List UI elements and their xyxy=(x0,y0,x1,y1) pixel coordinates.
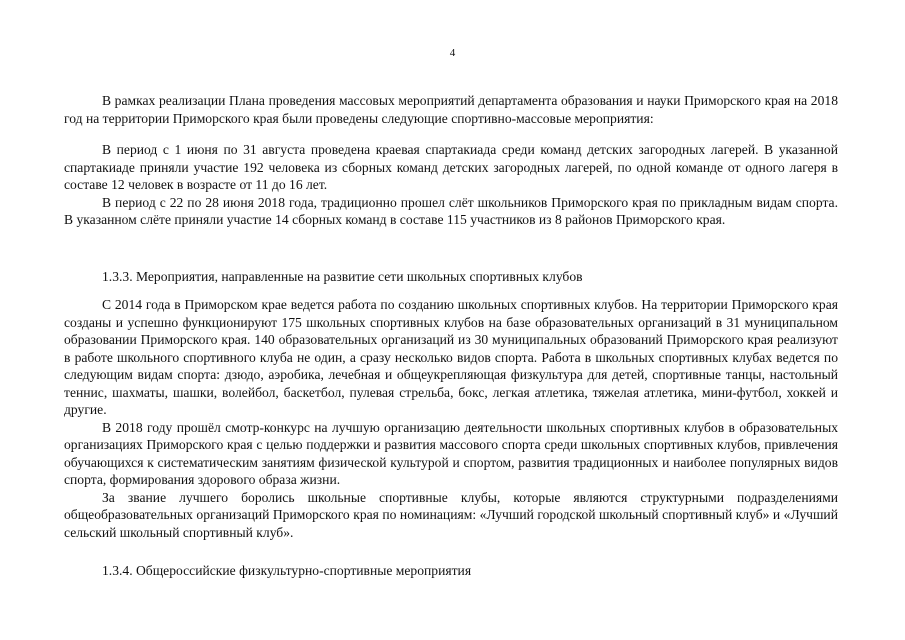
spacer xyxy=(64,127,838,141)
clubs-paragraph-contest: В 2018 году прошёл смотр-конкурс на лучшую организацию деятельности школьных спортивных клубов в образовательных организациях Приморского края с целью поддержки и развития массового спорта среди школьных спортивных клубов, привлечения обучающихся к систематическим занятиям физической культурой и спортом, развития традиционных и наиболее популярных видов спорта, формирования здорового образа жизни. xyxy=(64,419,838,487)
intro-paragraph: В рамках реализации Плана проведения массовых мероприятий департамента образования и науки Приморского края на 2018 год на территории Приморского края были проведены следующие спортивно-массовые мероприятия: xyxy=(64,93,838,126)
school-clubs-block xyxy=(64,296,838,541)
clubs-paragraph-overview: С 2014 года в Приморском крае ведется работа по созданию школьных спортивных клубов. На территории Приморского края созданы и успешно функционируют 175 школьных спортивных клубов на базе образовательных организаций в 31 муниципальном образовании Приморского края. 140 образовательных организаций из 30 муниципальных образований Приморского края реализуют в работе школьного спортивного клуба не один, а сразу несколько видов спорта. Работа в школьных спортивных клубах ведется по следующим видам спорта: дзюдо, аэробика, лечебная и общеукрепляющая физкультура для детей, спортивные танцы, настольный теннис, шахматы, шашки, волейбол, баскетбол, пулевая стрельба, бокс, легкая атлетика, тяжелая атлетика, мини-футбол, хоккей и другие. xyxy=(64,297,838,417)
section-heading-1-3-4: 1.3.4. Общероссийские физкультурно-спортивные мероприятия xyxy=(102,563,472,578)
intro-block xyxy=(64,92,838,229)
event-paragraph-spartakiad: В период с 1 июня по 31 августа проведена краевая спартакиада среди команд детских загородных лагерей. В указанной спартакиаде приняли участие 192 человека из сборных команд детских загородных лагерей, по одной команде от одного лагеря в составе 12 человек в возрасте от 11 до 16 лет. xyxy=(64,142,838,192)
clubs-paragraph-nominations: За звание лучшего боролись школьные спортивные клубы, которые являются структурными подразделениями общеобразовательных организаций Приморского края по номинациям: «Лучший городской школьный спортивный клуб» и «Лучший сельский школьный спортивный клуб». xyxy=(64,489,838,540)
section-heading-1-3-3: 1.3.3. Мероприятия, направленные на развитие сети школьных спортивных клубов xyxy=(102,269,583,284)
page-number: 4 xyxy=(449,47,456,59)
event-paragraph-rally: В период с 22 по 28 июня 2018 года, традиционно прошел слёт школьников Приморского края по прикладным видам спорта. В указанном слёте приняли участие 14 сборных команд в составе 115 участников из 8 районов Приморского края. xyxy=(64,194,838,227)
